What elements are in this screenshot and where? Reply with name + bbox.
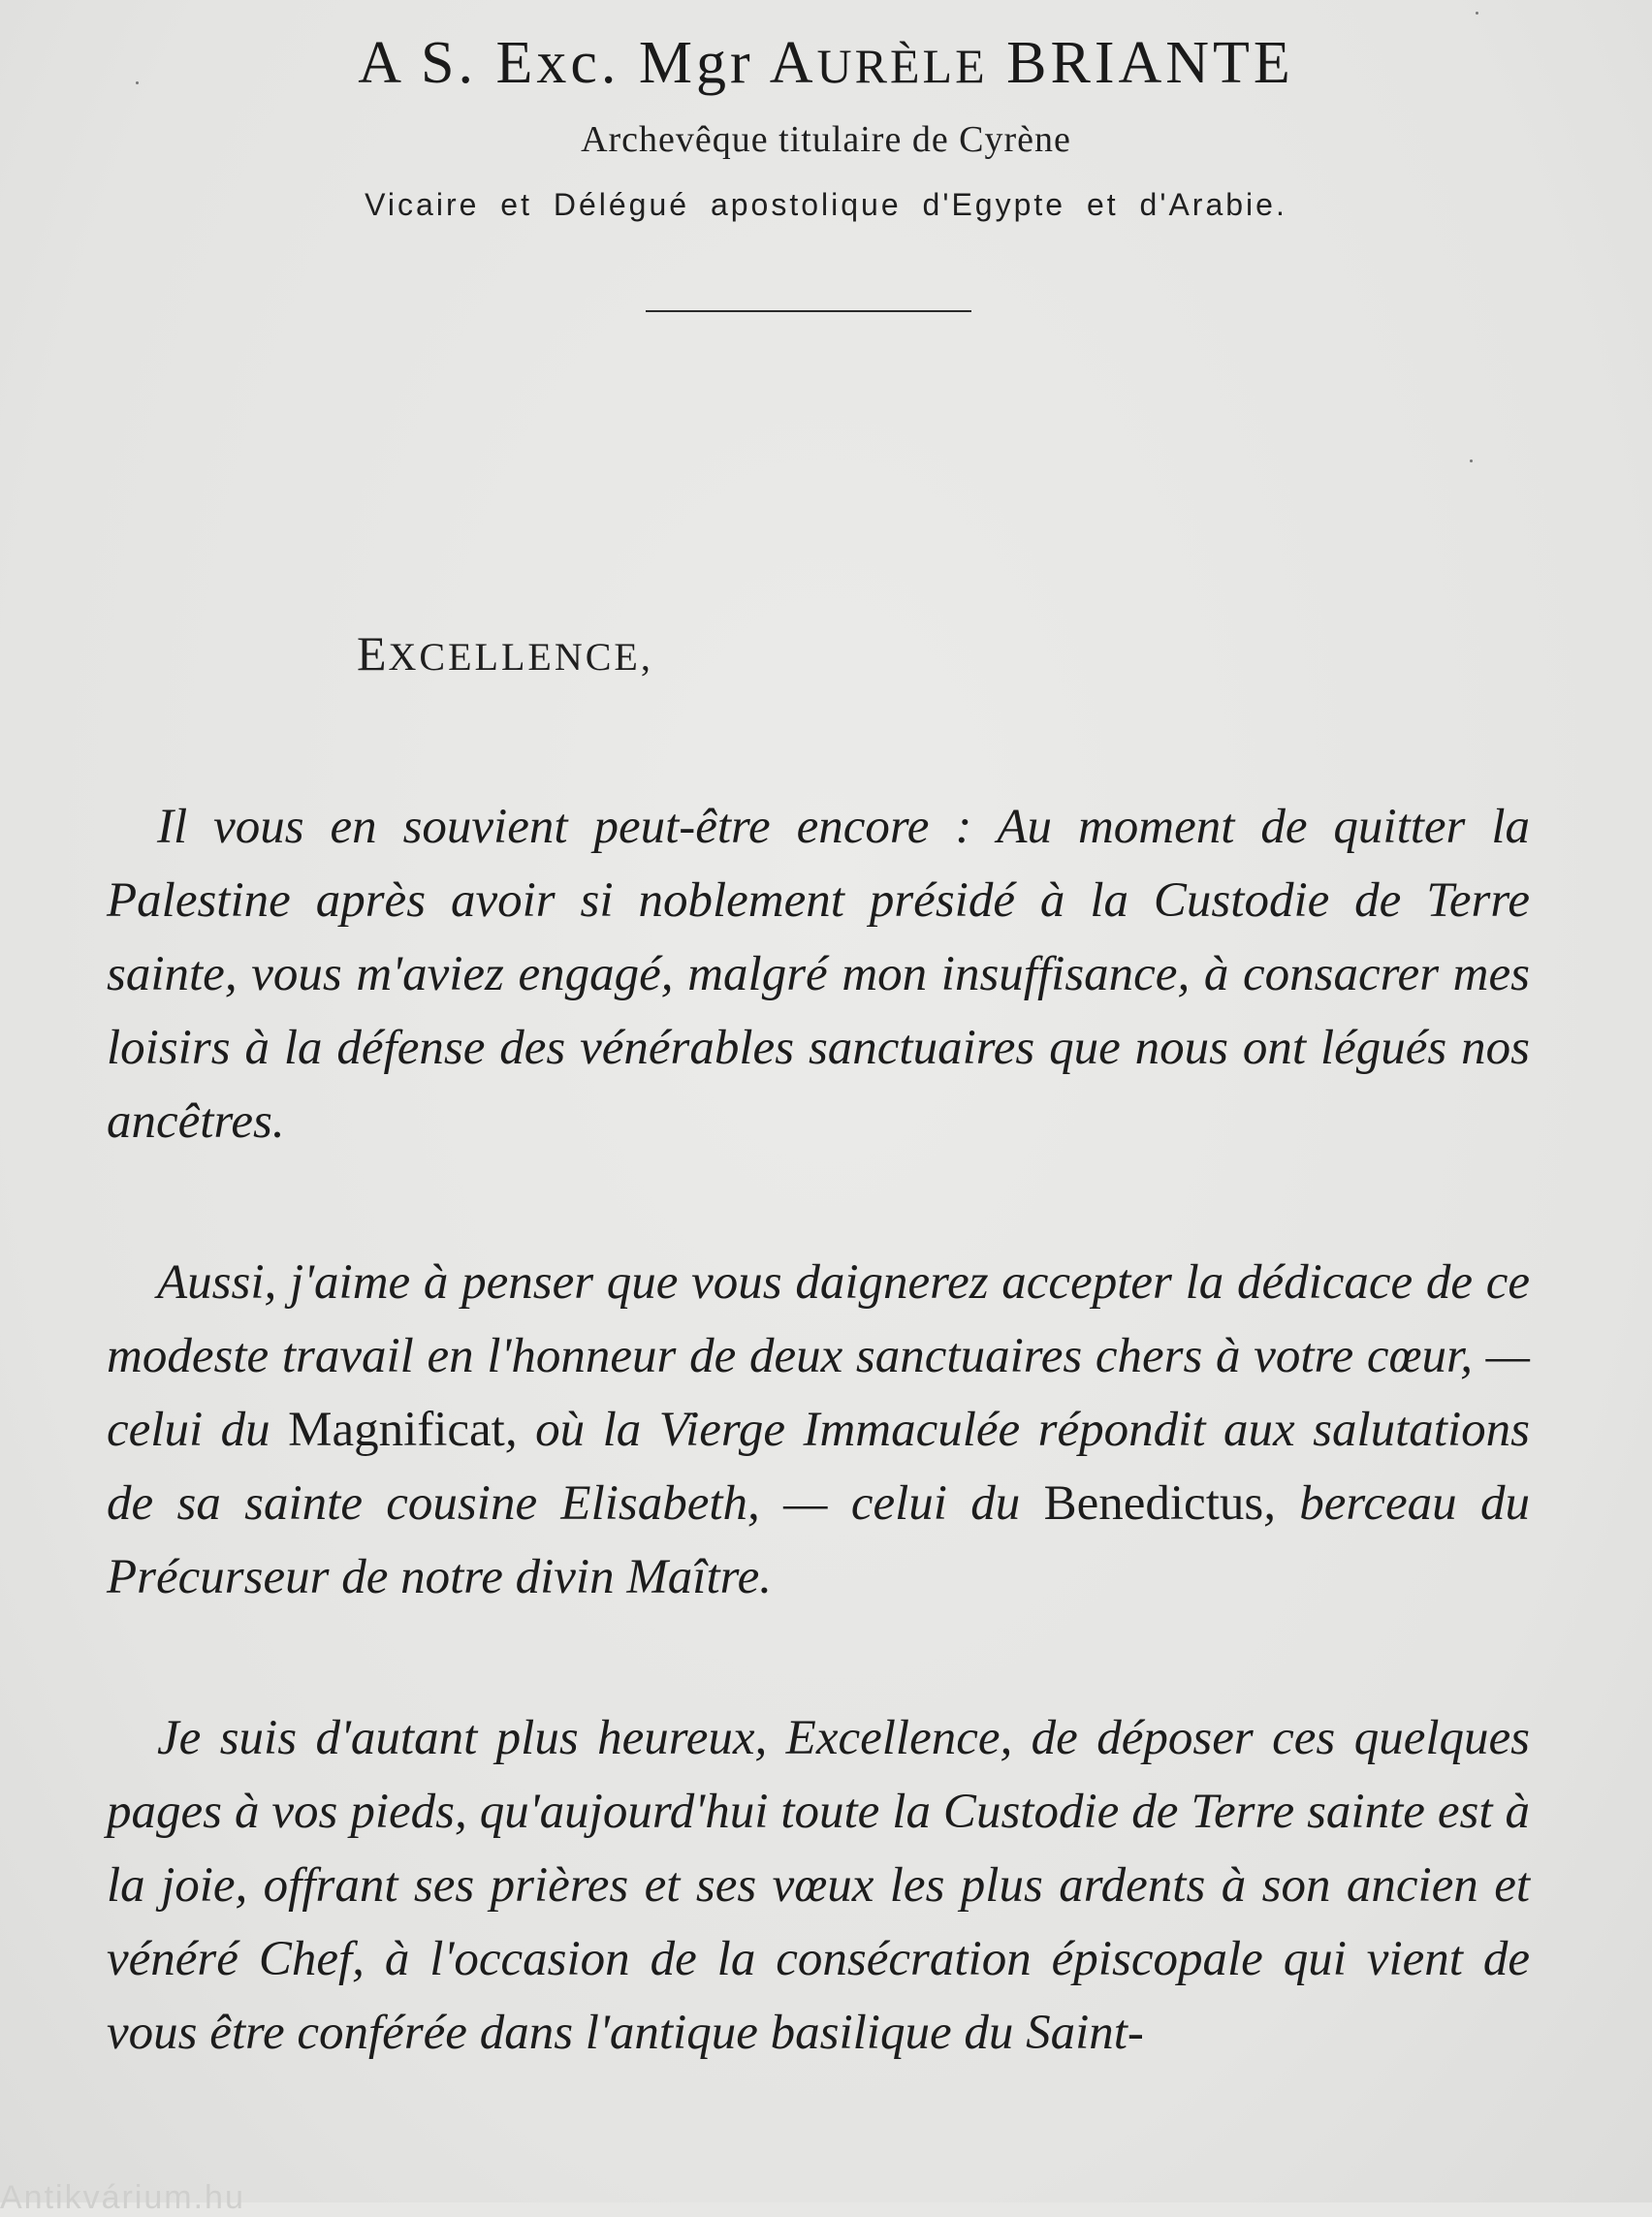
paragraph-2-part-a: Aussi, j'aime à penser que vous daignerez accepter la dédicace de ce modeste travail en l'honneur de deux sanctuaires chers à votre cœur, — celui du (107, 1255, 1530, 1457)
dedication-title-smallcaps: URÈLE (816, 39, 988, 93)
paragraph-3-text: Je suis d'autant plus heureux, Excellence, de déposer ces quelques pages à vos pieds, qu'aujourd'hui toute la Custodie de Terre sainte est à la joie, offrant ses prières et ses vœux les plus ardents à son ancien et vénéré Chef, à l'occasion de la consécration épiscopale qui vient de vous être conférée dans l'antique basilique du Saint- (107, 1711, 1530, 2060)
paragraph-2-part-c: , où la Vierge Immaculée répondit aux salutations de sa sainte cousine Elisabeth, — celui du (107, 1403, 1530, 1531)
paragraph-2-part-e: , berceau du Précurseur de notre divin Maître. (107, 1476, 1530, 1604)
speck (1470, 459, 1473, 462)
salutation-initial: E (357, 626, 389, 681)
dedication-title-start: A S. Exc. Mgr A (358, 30, 817, 96)
dedication-office: Vicaire et Délégué apostolique d'Egypte et d'Arabie. (365, 187, 1287, 222)
paragraph-1-text: Il vous en souvient peut-être encore : Au moment de quitter la Palestine après avoir si noblement présidé à la Custodie de Terre sainte, vous m'aviez engagé, malgré mon insuffisance, à consacrer mes loisirs à la défense des vénérables sanctuaires que nous ont légués nos ancêtres. (107, 800, 1530, 1149)
paragraph-2-text (107, 1246, 1530, 1614)
speck (1476, 12, 1478, 15)
paragraph-3 (107, 1701, 1530, 2070)
dedication-title-surname: BRIANTE (987, 30, 1294, 96)
watermark: Antikvárium.hu (0, 2179, 245, 2216)
benedictus-term: Benedictus (1043, 1476, 1264, 1531)
paragraph-1 (107, 790, 1530, 1158)
dedication-subtitle: Archevêque titulaire de Cyrène (581, 119, 1071, 160)
magnificat-term: Magnificat (288, 1403, 505, 1457)
paragraph-2 (107, 1246, 1530, 1614)
horizontal-rule (646, 310, 971, 312)
speck (136, 81, 139, 84)
dedication-title (0, 29, 1652, 98)
salutation (357, 625, 653, 681)
salutation-smallcaps: XCELLENCE, (388, 635, 653, 679)
